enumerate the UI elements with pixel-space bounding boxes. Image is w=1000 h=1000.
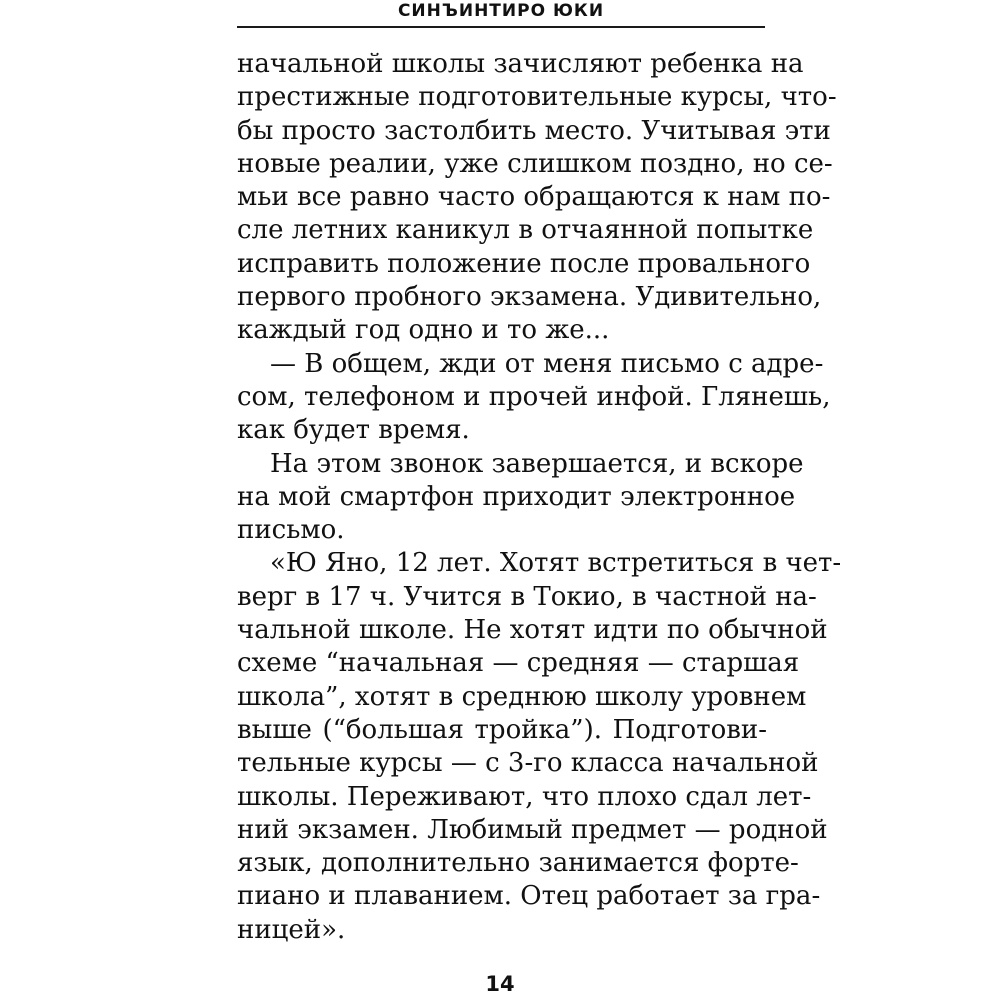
- text-line: язык, дополнительно занимается форте-: [237, 848, 799, 879]
- text-line: сом, телефоном и прочей инфой. Глянешь,: [237, 381, 831, 412]
- text-line: бы просто застолбить место. Учитывая эти: [237, 115, 831, 146]
- text-line: мьи все равно часто обращаются к нам по-: [237, 182, 831, 213]
- text-line: пиано и плаванием. Отец работает за гра-: [237, 881, 821, 912]
- text-line: каждый год одно и то же...: [237, 315, 610, 346]
- text-line: школы. Переживают, что плохо сдал лет-: [237, 781, 812, 812]
- text-line: на мой смартфон приходит электронное: [237, 481, 796, 512]
- text-line: чальной школе. Не хотят идти по обычной: [237, 615, 828, 646]
- text-line: схеме “начальная — средняя — старшая: [237, 648, 800, 679]
- page-number: 14: [485, 972, 515, 996]
- dialogue-line: — В общем, жди от меня письмо с адре-: [270, 348, 824, 379]
- text-line: сле летних каникул в отчаянной попытке: [237, 215, 814, 246]
- running-head: СИНЪИНТИРО ЮКИ: [237, 0, 765, 28]
- text-line: престижные подготовительные курсы, что-: [237, 82, 837, 113]
- text-line: ний экзамен. Любимый предмет — родной: [237, 814, 828, 845]
- text-line: верг в 17 ч. Учится в Токио, в частной на-: [237, 581, 817, 612]
- text-line: новые реалии, уже слишком поздно, но се-: [237, 148, 833, 179]
- paragraph-first-line: «Ю Яно, 12 лет. Хотят встретиться в чет-: [270, 548, 842, 579]
- text-line: первого пробного экзамена. Удивительно,: [237, 282, 822, 313]
- text-line: исправить положение после провального: [237, 248, 811, 279]
- text-line: начальной школы зачисляют ребенка на: [237, 49, 804, 79]
- text-line: письмо.: [237, 515, 345, 546]
- paragraph-first-line: На этом звонок завершается, и вскоре: [270, 448, 804, 479]
- text-line: тельные курсы — с 3-го класса начальной: [237, 748, 819, 779]
- text-line: школа”, хотят в среднюю школу уровнем: [237, 681, 807, 712]
- text-line: ницей».: [237, 914, 346, 945]
- body-text: [237, 48, 842, 947]
- text-line: как будет время.: [237, 415, 470, 446]
- text-line: выше (“большая тройка”). Подготови-: [237, 714, 767, 745]
